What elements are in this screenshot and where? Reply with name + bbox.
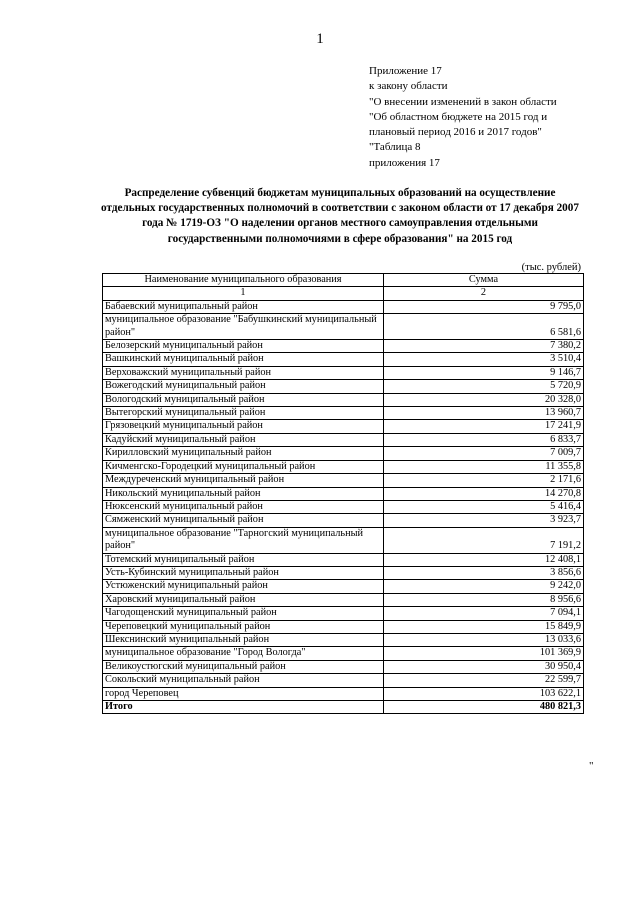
table-row — [103, 420, 584, 433]
municipality-name: Вашкинский муниципальный район — [103, 353, 384, 366]
subvention-amount: 20 328,0 — [384, 393, 584, 406]
municipality-name: Кичменгско-Городецкий муниципальный район — [103, 460, 384, 473]
appendix-line: приложения 17 — [369, 156, 440, 169]
table-row — [103, 314, 584, 340]
page-number: 1 — [316, 31, 324, 47]
column-number: 1 — [103, 287, 384, 300]
header-row — [103, 274, 584, 287]
subvention-amount: 3 923,7 — [384, 514, 584, 527]
table-row — [103, 566, 584, 579]
subvention-amount: 7 380,2 — [384, 340, 584, 353]
subvention-amount: 9 795,0 — [384, 300, 584, 313]
appendix-line: "Об областном бюджете на 2015 год и — [369, 110, 548, 123]
subvention-amount: 3 856,6 — [384, 566, 584, 579]
municipality-name: Харовский муниципальный район — [103, 593, 384, 606]
municipality-name: Сокольский муниципальный район — [103, 674, 384, 687]
appendix-line: к закону области — [369, 80, 448, 93]
subvention-amount: 12 408,1 — [384, 553, 584, 566]
table-row — [103, 366, 584, 379]
municipality-name: Белозерский муниципальный район — [103, 340, 384, 353]
subvention-amount: 6 581,6 — [384, 314, 584, 340]
table-row — [103, 514, 584, 527]
municipality-name: Никольский муниципальный район — [103, 487, 384, 500]
table-row — [103, 660, 584, 673]
table-row — [103, 340, 584, 353]
table-row — [103, 674, 584, 687]
table-row — [103, 633, 584, 646]
table-row — [103, 487, 584, 500]
appendix-heading — [369, 64, 629, 171]
table-row — [103, 607, 584, 620]
table-row — [103, 647, 584, 660]
municipality-name: Вытегорский муниципальный район — [103, 407, 384, 420]
municipality-name: Бабаевский муниципальный район — [103, 300, 384, 313]
table-row — [103, 433, 584, 446]
units-label: (тыс. рублей) — [521, 262, 581, 273]
header-name: Наименование муниципального образования — [103, 274, 384, 287]
subvention-amount: 5 416,4 — [384, 500, 584, 513]
subvention-amount: 15 849,9 — [384, 620, 584, 633]
municipality-name: Тотемский муниципальный район — [103, 553, 384, 566]
subvention-amount: 8 956,6 — [384, 593, 584, 606]
subvention-amount: 5 720,9 — [384, 380, 584, 393]
column-number: 2 — [384, 287, 584, 300]
municipality-name: Шекснинский муниципальный район — [103, 633, 384, 646]
municipality-name: Вожегодский муниципальный район — [103, 380, 384, 393]
subvention-amount: 101 369,9 — [384, 647, 584, 660]
table-row — [103, 580, 584, 593]
subvention-amount: 7 009,7 — [384, 447, 584, 460]
subvention-amount: 9 146,7 — [384, 366, 584, 379]
table-row — [103, 620, 584, 633]
appendix-line: "Таблица 8 — [369, 141, 421, 154]
municipality-name: муниципальное образование "Город Вологда" — [103, 647, 384, 660]
subvention-amount: 13 033,6 — [384, 633, 584, 646]
municipality-name: Череповецкий муниципальный район — [103, 620, 384, 633]
appendix-line: "О внесении изменений в закон области — [369, 95, 557, 108]
subvention-amount: 7 191,2 — [384, 527, 584, 553]
table-row — [103, 553, 584, 566]
subvention-amount: 9 242,0 — [384, 580, 584, 593]
subventions-table — [102, 273, 584, 714]
total-row — [103, 701, 584, 714]
column-number-row — [103, 287, 584, 300]
table-row — [103, 687, 584, 700]
municipality-name: Кирилловский муниципальный район — [103, 447, 384, 460]
municipality-name: Сямженский муниципальный район — [103, 514, 384, 527]
table-row — [103, 460, 584, 473]
municipality-name: Нюксенский муниципальный район — [103, 500, 384, 513]
municipality-name: Грязовецкий муниципальный район — [103, 420, 384, 433]
municipality-name: Вологодский муниципальный район — [103, 393, 384, 406]
total-label: Итого — [103, 701, 384, 714]
table-row — [103, 393, 584, 406]
appendix-line: плановый период 2016 и 2017 годов" — [369, 126, 542, 139]
table-row — [103, 593, 584, 606]
closing-quote: " — [589, 760, 594, 772]
subvention-amount: 30 950,4 — [384, 660, 584, 673]
subvention-amount: 17 241,9 — [384, 420, 584, 433]
municipality-name: город Череповец — [103, 687, 384, 700]
header-amount: Сумма — [384, 274, 584, 287]
subvention-amount: 14 270,8 — [384, 487, 584, 500]
table-row — [103, 500, 584, 513]
subvention-amount: 7 094,1 — [384, 607, 584, 620]
municipality-name: Кадуйский муниципальный район — [103, 433, 384, 446]
table-row — [103, 300, 584, 313]
municipality-name: Усть-Кубинский муниципальный район — [103, 566, 384, 579]
municipality-name: Устюженский муниципальный район — [103, 580, 384, 593]
appendix-line: Приложение 17 — [369, 65, 442, 77]
municipality-name: Великоустюгский муниципальный район — [103, 660, 384, 673]
subvention-amount: 2 171,6 — [384, 474, 584, 487]
municipality-name: Междуреченский муниципальный район — [103, 474, 384, 487]
table-row — [103, 527, 584, 553]
table-row — [103, 474, 584, 487]
subvention-amount: 22 599,7 — [384, 674, 584, 687]
municipality-name: муниципальное образование "Бабушкинский муниципальный район" — [103, 314, 384, 340]
subvention-amount: 3 510,4 — [384, 353, 584, 366]
table-row — [103, 353, 584, 366]
total-amount: 480 821,3 — [384, 701, 584, 714]
table-row — [103, 380, 584, 393]
table-row — [103, 447, 584, 460]
subvention-amount: 103 622,1 — [384, 687, 584, 700]
municipality-name: Верховажский муниципальный район — [103, 366, 384, 379]
subvention-amount: 13 960,7 — [384, 407, 584, 420]
table-row — [103, 407, 584, 420]
subvention-amount: 6 833,7 — [384, 433, 584, 446]
document-title: Распределение субвенций бюджетам муниципальных образований на осуществление отдельных государственных полномочий в соответствии с законом области от 17 декабря 2007 года № 1719-ОЗ "О наделении органов местного самоуправления отдельными государственными полномочиями в сфере образования" на 2015 год — [101, 187, 579, 245]
municipality-name: муниципальное образование "Тарногский муниципальный район" — [103, 527, 384, 553]
municipality-name: Чагодощенский муниципальный район — [103, 607, 384, 620]
subvention-amount: 11 355,8 — [384, 460, 584, 473]
